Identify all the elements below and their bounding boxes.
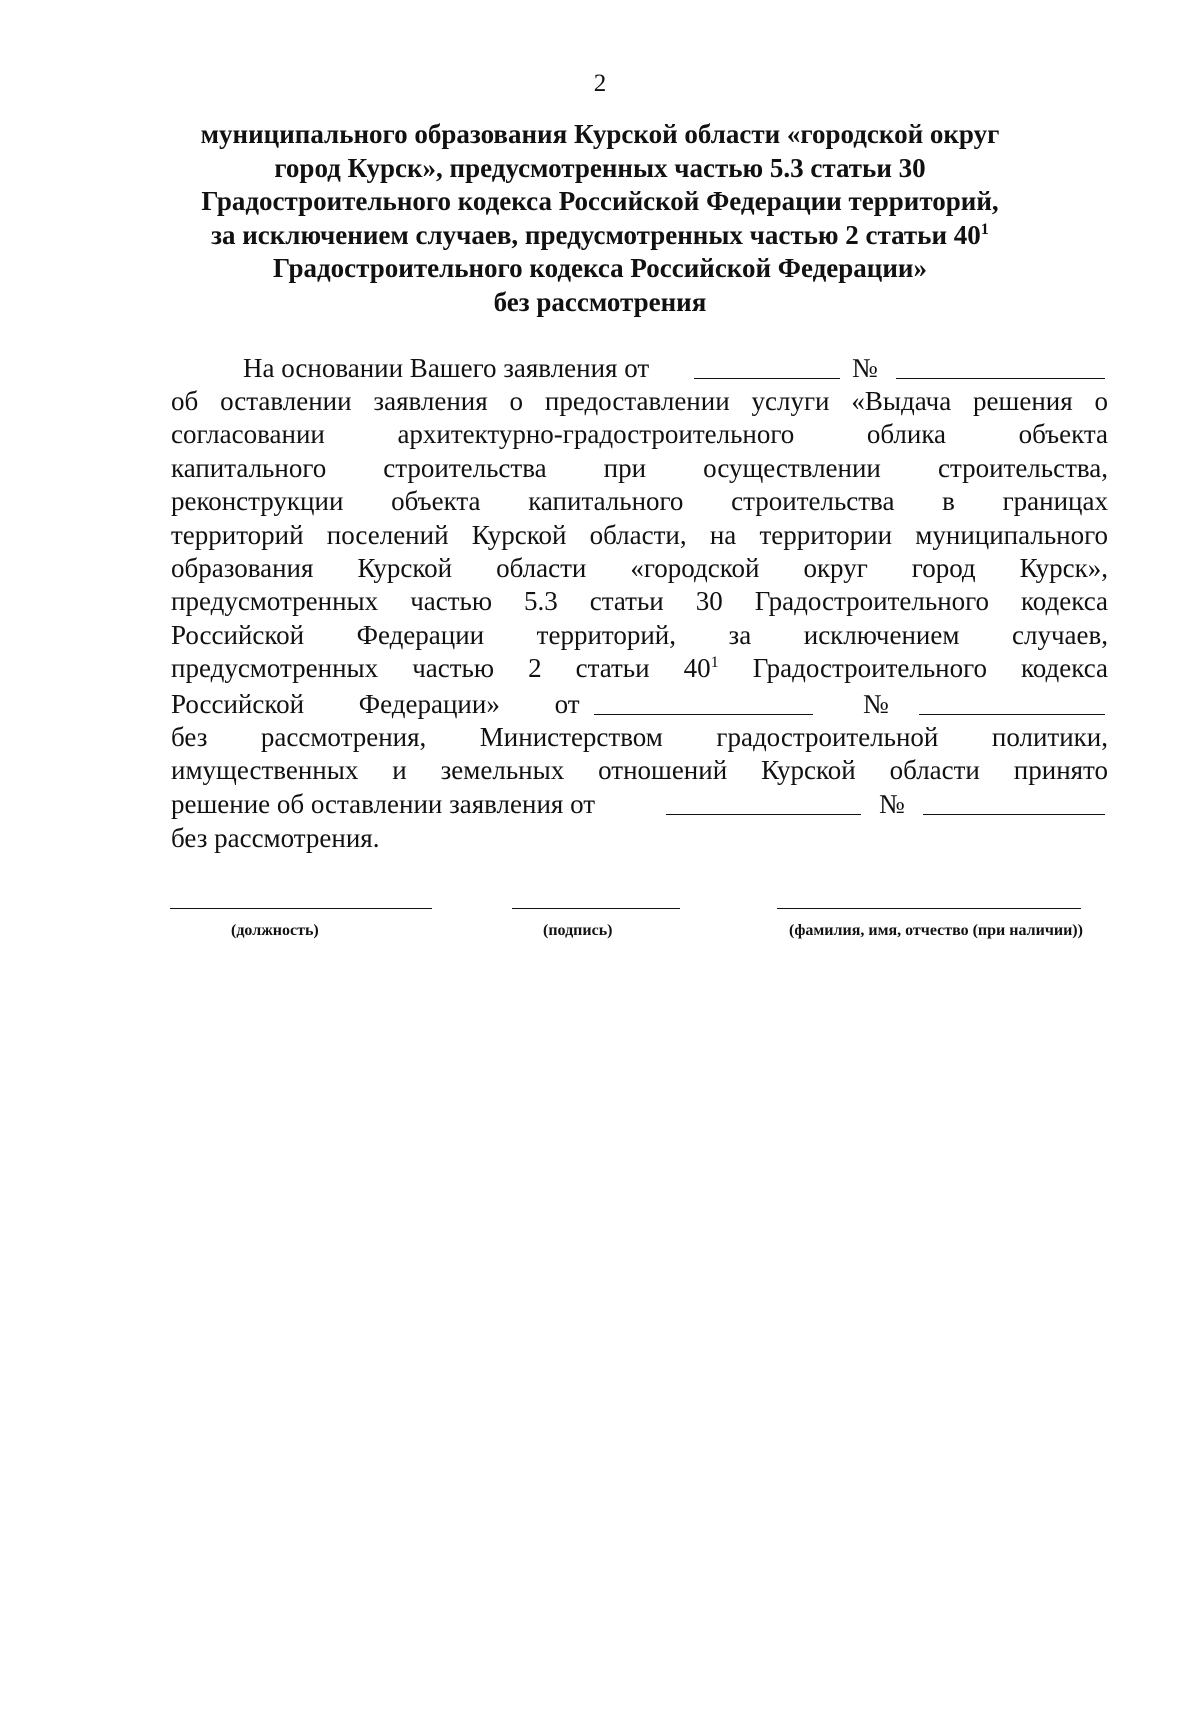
title-line: Градостроительного кодекса Российской Федерации» [273, 253, 927, 284]
closing-line [171, 822, 1108, 855]
decision-date-blank[interactable] [666, 790, 861, 815]
signature-line[interactable] [512, 908, 680, 909]
date-blank-field[interactable] [694, 354, 840, 379]
document-title [120, 118, 1080, 320]
position-label: (должность) [231, 922, 319, 939]
signature-label: (подпись) [543, 922, 613, 939]
body-paragraph-continued [171, 721, 1108, 788]
page-number: 2 [593, 70, 607, 97]
body-paragraph [171, 385, 1108, 686]
body-line: без рассмотрения, Министерством градостроительной политики, [171, 722, 1108, 752]
decision-text: решение об оставлении заявления от [171, 789, 596, 819]
body-line: Российской Федерации территорий, за исключением случаев, [171, 619, 1108, 650]
title-line: город Курск», предусмотренных частью 5.3 статьи 30 [274, 152, 926, 183]
body-line: предусмотренных частью 2 статьи $40^1$ Градостроительного кодекса [171, 653, 1108, 684]
intro-text: На основании Вашего заявления от [243, 353, 650, 383]
title-line: муниципального образования Курской области «городской округ [200, 119, 1000, 149]
number-blank-field[interactable] [896, 354, 1105, 379]
decision-number-blank[interactable] [923, 790, 1105, 815]
body-line: об оставлении заявления о предоставлении услуги «Выдача решения о [171, 386, 1108, 416]
body-line: образования Курской области «городской округ город Курск», [171, 552, 1108, 583]
superscript: 1 [980, 219, 989, 238]
body-line: согласовании архитектурно-градостроительного облика объекта [171, 419, 1108, 450]
name-signature-line[interactable] [777, 908, 1081, 909]
number-sign: № [852, 353, 878, 383]
position-signature-line[interactable] [170, 908, 432, 909]
number-sign: № [879, 789, 905, 819]
name-label: (фамилия, имя, отчество (при наличии)) [789, 922, 1083, 939]
reference-date-blank[interactable] [594, 690, 813, 715]
body-line: предусмотренных частью 5.3 статьи 30 Градостроительного кодекса [171, 586, 1108, 617]
body-line: капитального строительства при осуществлении строительства, [171, 452, 1108, 483]
title-line: Градостроительного кодекса Российской Федерации территорий, [201, 186, 999, 217]
reference-line [171, 688, 1108, 722]
body-line: реконструкции объекта капитального строительства в границах [171, 486, 1108, 517]
body-line: имущественных и земельных отношений Курской области принято [171, 755, 1108, 786]
number-sign: № [863, 689, 889, 719]
reference-number-blank[interactable] [919, 690, 1105, 715]
body-line: без рассмотрения. [171, 823, 380, 853]
title-line: за исключением случаев, предусмотренных частью 2 статьи $40^1$ [211, 219, 989, 250]
title-line: без рассмотрения [493, 286, 707, 317]
reference-text: Российской Федерации» от [171, 689, 580, 719]
decision-line [171, 788, 1108, 822]
body-line: территорий поселений Курской области, на территории муниципального [171, 519, 1108, 550]
